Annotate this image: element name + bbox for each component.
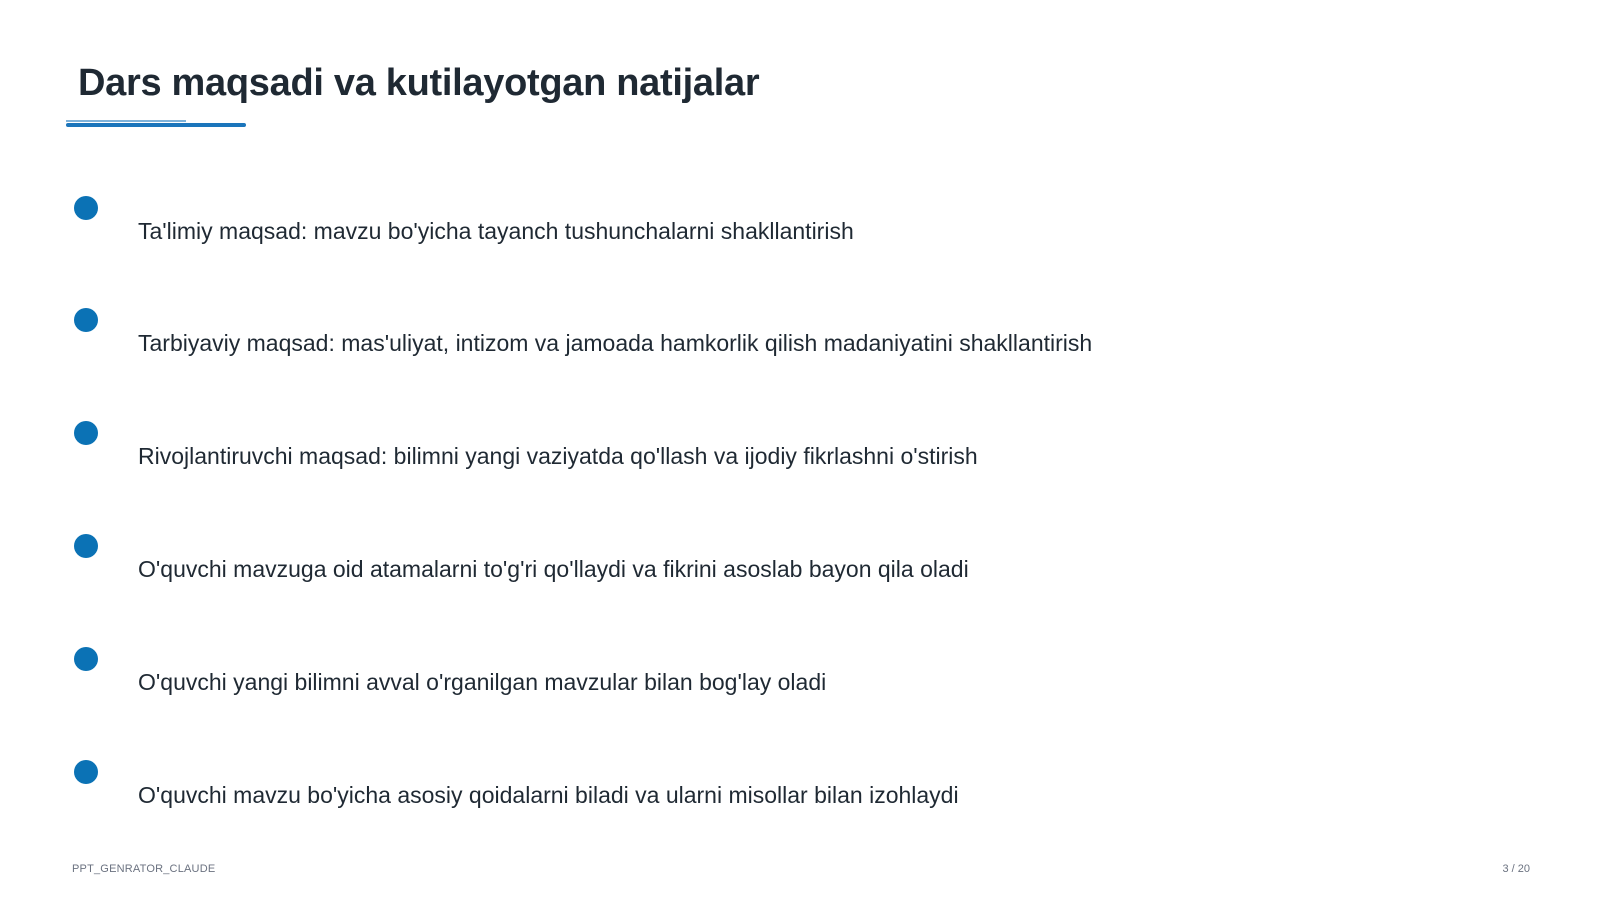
bullet-text: O'quvchi yangi bilimni avval o'rganilgan mavzular bilan bog'lay oladi bbox=[138, 669, 827, 695]
filled-circle-icon bbox=[74, 647, 98, 671]
page-indicator: 3 / 20 bbox=[1502, 863, 1530, 875]
bullet-item bbox=[0, 760, 1500, 820]
filled-circle-icon bbox=[74, 308, 98, 332]
bullet-text: Ta'limiy maqsad: mavzu bo'yicha tayanch tushunchalarni shakllantirish bbox=[138, 218, 854, 244]
bullet-item bbox=[0, 534, 1500, 594]
bullet-item bbox=[0, 421, 1500, 481]
footer-brand: PPT_GENRATOR_CLAUDE bbox=[72, 863, 216, 875]
bullet-text: O'quvchi mavzu bo'yicha asosiy qoidalarni biladi va ularni misollar bilan izohlaydi bbox=[138, 782, 959, 808]
filled-circle-icon bbox=[74, 196, 98, 220]
bullet-item bbox=[0, 196, 1500, 256]
bullet-item bbox=[0, 647, 1500, 707]
bullet-text: Tarbiyaviy maqsad: mas'uliyat, intizom va jamoada hamkorlik qilish madaniyatini shakllantirish bbox=[138, 330, 1093, 356]
bullet-text: O'quvchi mavzuga oid atamalarni to'g'ri qo'llaydi va fikrini asoslab bayon qila oladi bbox=[138, 556, 969, 582]
slide-title: Dars maqsadi va kutilayotgan natijalar bbox=[78, 62, 760, 104]
filled-circle-icon bbox=[74, 421, 98, 445]
filled-circle-icon bbox=[74, 534, 98, 558]
bullet-item bbox=[0, 308, 1500, 368]
bullet-text: Rivojlantiruvchi maqsad: bilimni yangi vaziyatda qo'llash va ijodiy fikrlashni o'stirish bbox=[138, 443, 978, 469]
filled-circle-icon bbox=[74, 760, 98, 784]
